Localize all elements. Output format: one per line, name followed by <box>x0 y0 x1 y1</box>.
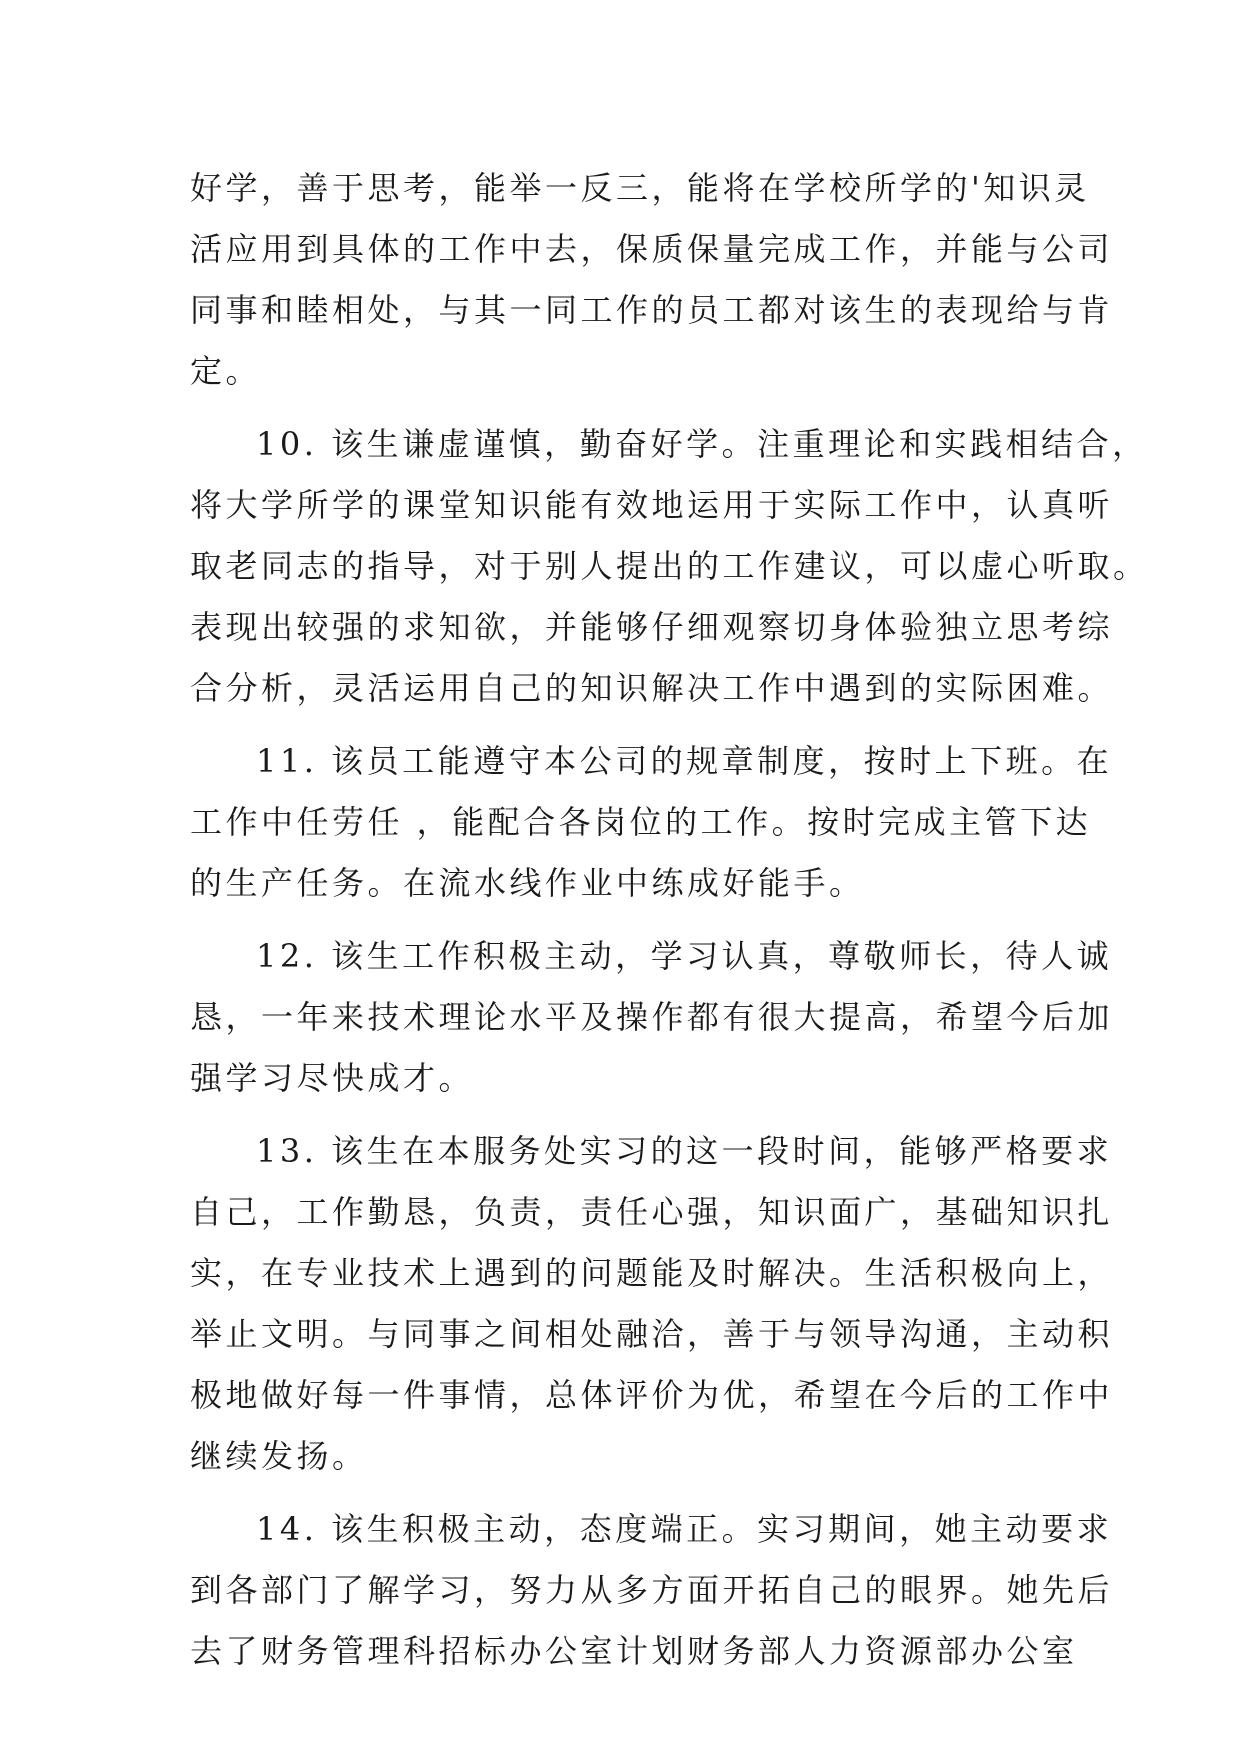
paragraph-10 <box>190 414 1149 719</box>
document-body <box>190 158 1149 1682</box>
text-line: 13. 该生在本服务处实习的这一段时间，能够严格要求 <box>256 1132 1113 1170</box>
paragraph-gap <box>190 402 1062 414</box>
text-line: 合分析，灵活运用自己的知识解决工作中遇到的实际困难。 <box>190 669 1114 707</box>
text-line: 工作中任劳任 ，能配合各岗位的工作。按时完成主管下达 <box>190 803 1092 841</box>
paragraph-gap <box>190 1487 1062 1499</box>
text-line: 活应用到具体的工作中去，保质保量完成工作，并能与公司 <box>190 230 1114 268</box>
text-line: 11. 该员工能遵守本公司的规章制度，按时上下班。在 <box>256 742 1113 780</box>
paragraph-9-continued <box>190 158 1114 402</box>
text-line: 12. 该生工作积极主动，学习认真，尊敬师长，待人诚 <box>256 937 1113 975</box>
text-line: 恳，一年来技术理论水平及操作都有很大提高，希望今后加 <box>190 998 1114 1036</box>
paragraph-11 <box>190 731 1113 914</box>
paragraph-12 <box>190 926 1114 1109</box>
paragraph-gap <box>190 1109 1062 1121</box>
text-line: 10. 该生谦虚谨慎，勤奋好学。注重理论和实践相结合， <box>256 425 1148 463</box>
text-line: 14. 该生积极主动，态度端正。实习期间，她主动要求 <box>256 1510 1113 1548</box>
text-line: 将大学所学的课堂知识能有效地运用于实际工作中，认真听 <box>190 486 1114 524</box>
text-line: 定。 <box>190 352 262 390</box>
text-line: 极地做好每一件事情，总体评价为优，希望在今后的工作中 <box>190 1376 1114 1414</box>
paragraph-gap <box>190 719 1062 731</box>
text-line: 强学习尽快成才。 <box>190 1059 475 1097</box>
text-line: 的生产任务。在流水线作业中练成好能手。 <box>190 864 865 902</box>
text-line: 自己，工作勤恳，负责，责任心强，知识面广，基础知识扎 <box>190 1193 1114 1231</box>
text-line: 表现出较强的求知欲，并能够仔细观察切身体验独立思考综 <box>190 608 1114 646</box>
paragraph-14 <box>190 1499 1114 1682</box>
text-line: 取老同志的指导，对于别人提出的工作建议，可以虚心听取。 <box>190 547 1149 585</box>
paragraph-13 <box>190 1121 1114 1487</box>
text-line: 实，在专业技术上遇到的问题能及时解决。生活积极向上， <box>190 1254 1114 1292</box>
text-line: 去了财务管理科招标办公室计划财务部人力资源部办公室 <box>190 1632 1078 1670</box>
text-line: 继续发扬。 <box>190 1437 368 1475</box>
paragraph-gap <box>190 914 1062 926</box>
text-line: 到各部门了解学习，努力从多方面开拓自己的眼界。她先后 <box>190 1571 1114 1609</box>
text-line: 同事和睦相处，与其一同工作的员工都对该生的表现给与肯 <box>190 291 1114 329</box>
text-line: 举止文明。与同事之间相处融洽，善于与领导沟通，主动积 <box>190 1315 1114 1353</box>
text-line: 好学，善于思考，能举一反三，能将在学校所学的'知识灵 <box>190 169 1090 207</box>
